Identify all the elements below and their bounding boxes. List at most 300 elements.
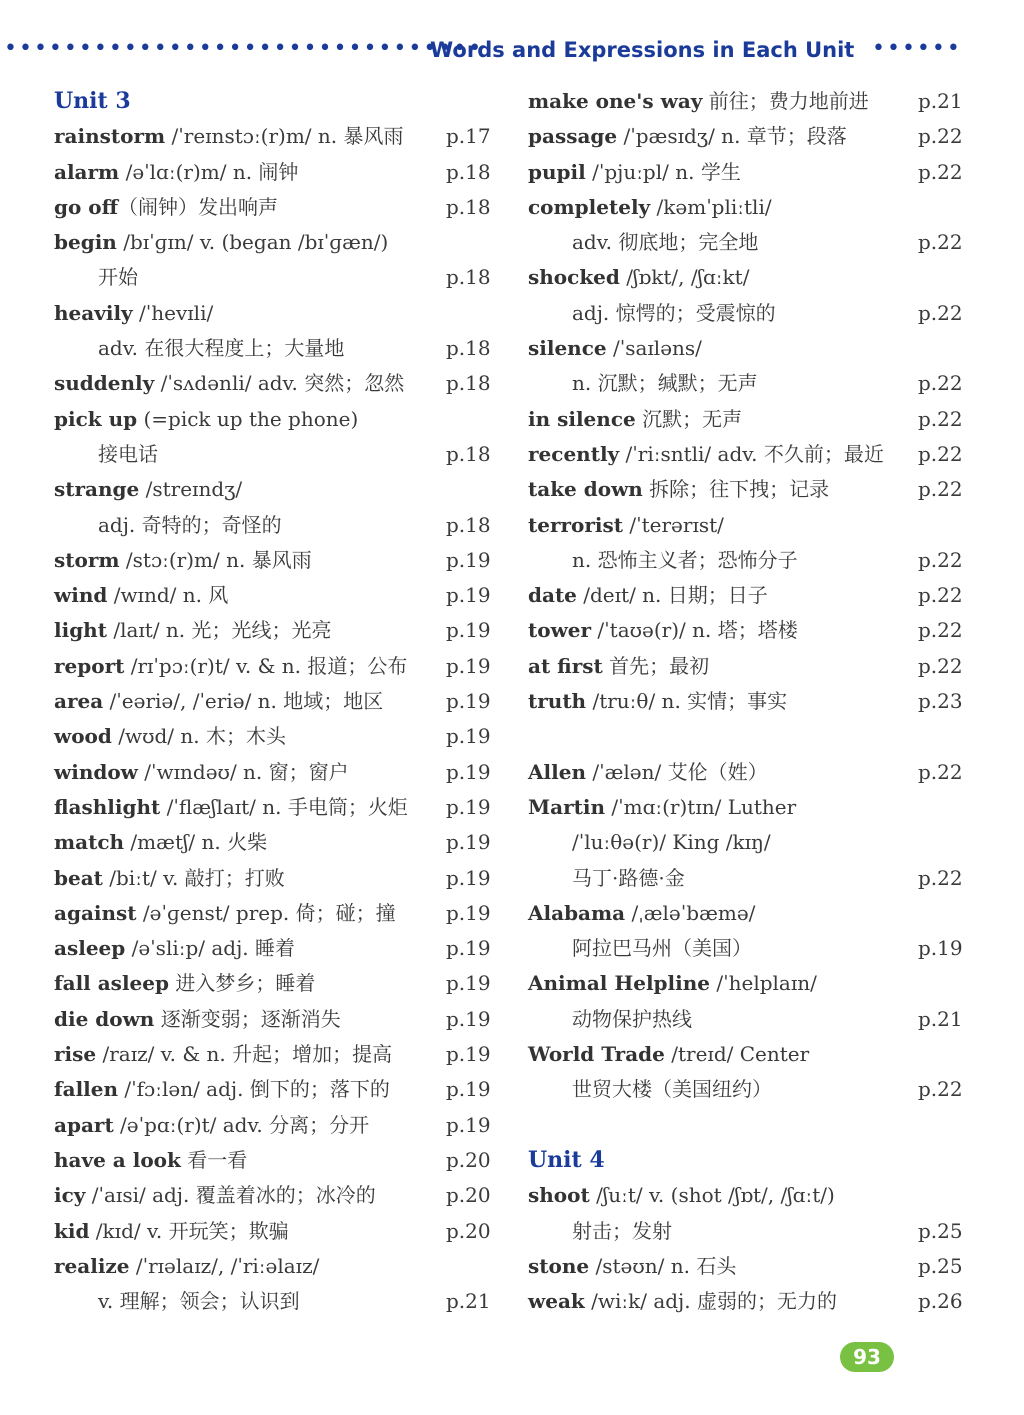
entry-definition: /ʃuːt/ v. (shot /ʃɒt/, /ʃɑːt/) <box>589 1183 835 1208</box>
vocab-entry <box>54 1037 500 1072</box>
vocab-entry <box>528 84 972 119</box>
entry-text <box>528 260 749 295</box>
entry-definition: adv. 在很大程度上；大量地 <box>98 336 345 361</box>
entry-text <box>54 366 404 401</box>
page-reference: p.19 <box>446 1112 491 1137</box>
headword: Animal Helpline <box>528 971 711 996</box>
vocab-entry <box>528 613 972 648</box>
headword: icy <box>54 1183 86 1208</box>
unit-title: Unit 4 <box>528 1146 605 1173</box>
entry-text <box>54 155 298 190</box>
vocab-entry-continuation <box>528 543 972 578</box>
page-reference: p.18 <box>446 441 491 466</box>
headword: flashlight <box>54 794 161 819</box>
entry-definition: /mætʃ/ n. 火柴 <box>124 830 268 855</box>
entry-definition: /laɪt/ n. 光；光线；光亮 <box>106 618 332 643</box>
entry-text <box>528 649 709 684</box>
page-reference: p.19 <box>446 759 491 784</box>
vocab-entry <box>54 1002 500 1037</box>
headword: window <box>54 759 138 784</box>
vocab-entry <box>528 508 972 543</box>
entry-definition: /ˈreɪnstɔː(r)m/ n. 暴风雨 <box>165 124 404 149</box>
entry-text <box>528 966 817 1001</box>
page-reference: p.21 <box>918 1006 963 1031</box>
entry-text <box>528 155 741 190</box>
entry-text <box>98 331 344 366</box>
vocab-entry-continuation <box>528 1072 972 1107</box>
headword: shoot <box>528 1183 590 1208</box>
entry-definition: /kəmˈpliːtli/ <box>650 194 772 219</box>
headword: truth <box>528 689 587 714</box>
entry-definition: /ˈælən/ 艾伦（姓） <box>585 759 768 784</box>
entry-text <box>54 402 358 437</box>
entry-text <box>528 84 869 119</box>
page-reference: p.20 <box>446 1147 491 1172</box>
page-reference: p.23 <box>918 689 963 714</box>
vocab-entry <box>528 260 972 295</box>
page-reference: p.19 <box>446 618 491 643</box>
page-reference: p.18 <box>446 265 491 290</box>
vocab-entry <box>528 684 972 719</box>
headword: passage <box>528 124 618 149</box>
page-reference: p.19 <box>446 900 491 925</box>
page-reference: p.17 <box>446 124 491 149</box>
entry-definition: /ˈsʌdənli/ adv. 突然；忽然 <box>154 371 405 396</box>
vocab-entry <box>54 1108 500 1143</box>
headword: rise <box>54 1042 97 1067</box>
entry-text <box>528 437 884 472</box>
entry-text <box>54 649 407 684</box>
headword: rainstorm <box>54 124 166 149</box>
page-reference: p.19 <box>918 936 963 961</box>
entry-text <box>572 1002 692 1037</box>
entry-definition: 世贸大楼（美国纽约） <box>572 1077 772 1102</box>
page-reference: p.19 <box>446 865 491 890</box>
headword: terrorist <box>528 512 624 537</box>
entry-definition: /ˈeəriə/, /ˈeriə/ n. 地域；地区 <box>103 689 384 714</box>
entry-text <box>54 1037 392 1072</box>
vocab-entry <box>54 402 500 437</box>
headword: die down <box>54 1006 155 1031</box>
headword: fallen <box>54 1077 119 1102</box>
entry-text <box>528 1249 736 1284</box>
entry-definition: 沉默；无声 <box>635 406 743 431</box>
entry-definition: 阿拉巴马州（美国） <box>572 936 752 961</box>
headword: Martin <box>528 794 606 819</box>
entry-text <box>572 543 798 578</box>
vocab-entry <box>54 1249 500 1284</box>
vocab-entry-continuation <box>54 260 500 295</box>
entry-definition: /ˈriːsntli/ adv. 不久前；最近 <box>619 441 884 466</box>
headword: shocked <box>528 265 620 290</box>
entry-text <box>54 790 408 825</box>
entry-definition: /raɪz/ v. & n. 升起；增加；提高 <box>96 1042 393 1067</box>
page-reference: p.22 <box>918 865 963 890</box>
entry-text <box>528 472 829 507</box>
entry-text <box>54 472 242 507</box>
headword: make one's way <box>528 89 703 113</box>
entry-text <box>528 790 796 825</box>
page-reference: p.19 <box>446 830 491 855</box>
entry-definition: v. 理解；领会；认识到 <box>98 1289 300 1314</box>
entry-definition: 拆除；往下拽；记录 <box>642 477 830 502</box>
entry-text <box>54 1249 319 1284</box>
vocab-entry-continuation <box>54 331 500 366</box>
entry-text <box>528 1284 837 1319</box>
entry-text <box>98 1284 300 1319</box>
page-reference: p.22 <box>918 477 963 502</box>
unit-heading <box>528 1143 972 1178</box>
vocab-entry-continuation <box>528 1002 972 1037</box>
entry-text <box>572 225 758 260</box>
entry-text <box>54 543 312 578</box>
entry-definition: adv. 彻底地；完全地 <box>572 230 759 255</box>
entry-text <box>54 719 286 754</box>
entry-definition: （闹钟）发出响声 <box>118 194 279 219</box>
headword: have a look <box>54 1147 181 1172</box>
page-reference: p.19 <box>446 1077 491 1102</box>
entry-definition: (=pick up the phone) <box>137 406 359 431</box>
entry-definition: /ˈluːθə(r)/ King /kɪŋ/ <box>572 830 771 855</box>
page-reference: p.22 <box>918 759 963 784</box>
vocab-entry <box>528 1249 972 1284</box>
entry-definition: 逐渐变弱；逐渐消失 <box>154 1006 341 1031</box>
entry-definition: 开始 <box>98 265 138 290</box>
entry-definition: /ˈflæʃlaɪt/ n. 手电筒；火炬 <box>160 794 408 819</box>
entry-definition: 射击；发射 <box>572 1218 672 1243</box>
vocab-entry <box>54 225 500 260</box>
vocab-entry <box>54 472 500 507</box>
unit-heading <box>54 84 500 119</box>
headword: realize <box>54 1253 130 1278</box>
vocab-entry <box>528 649 972 684</box>
entry-text <box>54 896 396 931</box>
vocab-entry-continuation <box>54 437 500 472</box>
page-reference: p.18 <box>446 512 491 537</box>
entry-definition: /ˈaɪsi/ adj. 覆盖着冰的；冰冷的 <box>85 1183 376 1208</box>
vocab-entry <box>54 896 500 931</box>
page-reference: p.19 <box>446 794 491 819</box>
entry-text <box>54 1072 390 1107</box>
entry-text <box>54 1178 376 1213</box>
entry-definition: /streɪndʒ/ <box>139 477 243 502</box>
vocab-entry <box>528 331 972 366</box>
entry-text <box>528 190 772 225</box>
vocab-entry <box>54 190 500 225</box>
entry-definition: /əˈpɑː(r)t/ adv. 分离；分开 <box>113 1112 370 1137</box>
entry-text <box>572 1072 772 1107</box>
entry-text <box>54 578 228 613</box>
entry-definition: /əˈɡenst/ prep. 倚；碰；撞 <box>136 900 396 925</box>
page-header <box>0 34 1024 68</box>
headword: stone <box>528 1253 590 1278</box>
vocab-entry <box>54 825 500 860</box>
vocab-entry <box>54 649 500 684</box>
page-reference: p.21 <box>918 89 963 113</box>
page-reference: p.21 <box>446 1289 491 1314</box>
entry-definition: /ˈpæsɪdʒ/ n. 章节；段落 <box>617 124 847 149</box>
page-reference: p.26 <box>918 1289 963 1314</box>
entry-text <box>54 1214 289 1249</box>
page-reference: p.25 <box>918 1253 963 1278</box>
entry-definition: /ˌæləˈbæmə/ <box>625 900 756 925</box>
vocab-entry <box>528 896 972 931</box>
header-dots-right: •••••• <box>872 36 962 61</box>
page-reference: p.22 <box>918 230 963 255</box>
headword: storm <box>54 547 120 572</box>
vocab-entry <box>54 931 500 966</box>
vocab-entry <box>528 1178 972 1213</box>
entry-definition: /əˈsliːp/ adj. 睡着 <box>125 936 296 961</box>
entry-text <box>572 825 771 860</box>
page-reference: p.22 <box>918 124 963 149</box>
entry-definition: /ˈwɪndəʊ/ n. 窗；窗户 <box>137 759 349 784</box>
vocab-entry-continuation <box>528 931 972 966</box>
entry-definition: /ˈrɪəlaɪz/, /ˈriːəlaɪz/ <box>129 1253 320 1278</box>
vocab-entry <box>528 790 972 825</box>
entry-definition: /truːθ/ n. 实情；事实 <box>586 689 788 714</box>
vocab-entry <box>54 1214 500 1249</box>
headword: tower <box>528 618 592 643</box>
headword: pick up <box>54 406 138 431</box>
entry-definition: /deɪt/ n. 日期；日子 <box>576 583 768 608</box>
entry-definition: /treɪd/ Center <box>664 1042 810 1067</box>
headword: Allen <box>528 759 586 784</box>
page-reference: p.19 <box>446 689 491 714</box>
headword: silence <box>528 336 607 361</box>
headword: pupil <box>528 159 586 184</box>
headword: light <box>54 618 107 643</box>
entry-definition: 前往；费力地前进 <box>702 89 869 113</box>
page-reference: p.22 <box>918 159 963 184</box>
entry-text <box>54 296 213 331</box>
headword: against <box>54 900 137 925</box>
entry-text <box>528 896 755 931</box>
page-reference: p.19 <box>446 1006 491 1031</box>
entry-text <box>572 861 685 896</box>
entry-text <box>528 755 768 790</box>
vocab-column-left <box>54 84 500 1319</box>
headword: wind <box>54 583 108 608</box>
vocab-entry-continuation <box>528 225 972 260</box>
page-reference: p.20 <box>446 1218 491 1243</box>
entry-definition: /əˈlɑː(r)m/ n. 闹钟 <box>119 159 299 184</box>
entry-definition: adj. 惊愕的；受震惊的 <box>572 300 776 325</box>
headword: beat <box>54 865 103 890</box>
page-reference: p.22 <box>918 441 963 466</box>
page-reference: p.19 <box>446 936 491 961</box>
headword: area <box>54 689 104 714</box>
vocab-entry-continuation <box>54 508 500 543</box>
entry-text <box>98 508 282 543</box>
page-reference: p.25 <box>918 1218 963 1243</box>
entry-definition: 马丁·路德·金 <box>572 865 685 890</box>
vocab-entry-continuation <box>528 825 972 860</box>
entry-text <box>572 1214 672 1249</box>
headword: World Trade <box>528 1042 665 1067</box>
vocab-column-right <box>528 84 972 1319</box>
entry-definition: /ˈmɑː(r)tɪn/ Luther <box>605 794 797 819</box>
entry-text <box>54 1002 341 1037</box>
vocab-entry <box>54 684 500 719</box>
entry-definition: 动物保护热线 <box>572 1006 692 1031</box>
entry-definition: /rɪˈpɔː(r)t/ v. & n. 报道；公布 <box>124 653 408 678</box>
page-reference: p.22 <box>918 371 963 396</box>
headword: heavily <box>54 300 133 325</box>
page-reference: p.22 <box>918 618 963 643</box>
vocab-entry <box>54 861 500 896</box>
vocab-entry <box>54 543 500 578</box>
headword: begin <box>54 230 117 255</box>
page-reference: p.22 <box>918 653 963 678</box>
vocab-entry-continuation <box>528 861 972 896</box>
headword: in silence <box>528 406 636 431</box>
vocab-entry-continuation <box>528 366 972 401</box>
entry-definition: /stəʊn/ n. 石头 <box>589 1253 737 1278</box>
page-reference: p.20 <box>446 1183 491 1208</box>
headword: take down <box>528 477 643 502</box>
unit-title: Unit 3 <box>54 88 131 114</box>
entry-definition: 首先；最初 <box>602 653 710 678</box>
vocab-entry <box>54 578 500 613</box>
entry-text <box>528 331 702 366</box>
vocab-entry <box>528 755 972 790</box>
vocab-entry <box>528 190 972 225</box>
headword: suddenly <box>54 371 155 396</box>
entry-definition: /ˈtaʊə(r)/ n. 塔；塔楼 <box>591 618 798 643</box>
header-dots-left: •••••••••••••••••••••••••••••••• <box>4 36 484 61</box>
page-reference: p.22 <box>918 583 963 608</box>
entry-definition: 看一看 <box>180 1147 248 1172</box>
headword: at first <box>528 653 603 678</box>
entry-definition: /ˈhevɪli/ <box>132 300 214 325</box>
vocab-entry <box>528 578 972 613</box>
page-reference: p.19 <box>446 583 491 608</box>
headword: asleep <box>54 936 126 961</box>
headword: alarm <box>54 159 120 184</box>
entry-text <box>54 966 315 1001</box>
headword: weak <box>528 1289 585 1314</box>
vocab-entry <box>528 1037 972 1072</box>
entry-text <box>54 861 285 896</box>
page-reference: p.22 <box>918 300 963 325</box>
page-reference: p.19 <box>446 653 491 678</box>
entry-definition: n. 沉默；缄默；无声 <box>572 371 758 396</box>
entry-definition: /stɔː(r)m/ n. 暴风雨 <box>119 547 312 572</box>
page-reference: p.19 <box>446 547 491 572</box>
entry-text <box>528 613 798 648</box>
vocab-entry <box>54 119 500 154</box>
vocab-entry-continuation <box>528 296 972 331</box>
headword: fall asleep <box>54 971 169 996</box>
entry-text <box>528 402 742 437</box>
headword: go off <box>54 194 119 219</box>
header-title: Words and Expressions in Each Unit <box>430 38 855 62</box>
entry-definition: /biːt/ v. 敲打；打败 <box>102 865 285 890</box>
headword: kid <box>54 1218 90 1243</box>
entry-text <box>54 613 332 648</box>
vocab-entry <box>54 366 500 401</box>
entry-text <box>572 296 776 331</box>
entry-definition: /bɪˈɡɪn/ v. (began /bɪˈɡæn/) <box>116 230 389 255</box>
vocab-entry <box>528 472 972 507</box>
entry-definition: /wʊd/ n. 木；木头 <box>111 724 287 749</box>
headword: apart <box>54 1112 114 1137</box>
vocab-entry <box>528 119 972 154</box>
entry-text <box>54 225 388 260</box>
page-reference: p.22 <box>918 547 963 572</box>
headword: recently <box>528 441 620 466</box>
entry-definition: /ˈpjuːpl/ n. 学生 <box>585 159 741 184</box>
entry-definition: 接电话 <box>98 441 158 466</box>
page-reference: p.19 <box>446 724 491 749</box>
blank-row <box>528 1108 972 1143</box>
headword: Alabama <box>528 900 626 925</box>
entry-text <box>98 260 138 295</box>
vocab-entry <box>54 1143 500 1178</box>
page-reference: p.22 <box>918 1077 963 1102</box>
vocab-entry <box>54 1072 500 1107</box>
entry-text <box>98 437 158 472</box>
page-reference: p.22 <box>918 406 963 431</box>
vocab-entry <box>54 755 500 790</box>
vocab-entry <box>528 966 972 1001</box>
vocab-entry-continuation <box>54 1284 500 1319</box>
entry-definition: /ˈhelplaɪn/ <box>710 971 817 996</box>
headword: report <box>54 653 125 678</box>
entry-definition: /ˈterərɪst/ <box>623 512 724 537</box>
vocab-entry <box>54 296 500 331</box>
entry-text <box>572 366 758 401</box>
entry-text <box>54 190 278 225</box>
vocab-entry <box>54 966 500 1001</box>
headword: strange <box>54 477 140 502</box>
entry-text <box>528 1178 835 1213</box>
entry-text <box>54 931 295 966</box>
entry-text <box>54 1108 369 1143</box>
vocab-entry <box>54 155 500 190</box>
entry-text <box>528 684 787 719</box>
headword: wood <box>54 724 112 749</box>
blank-row <box>528 719 972 754</box>
page-reference: p.18 <box>446 159 491 184</box>
entry-definition: /ˈsaɪləns/ <box>606 336 702 361</box>
entry-text <box>572 931 752 966</box>
page-reference: p.18 <box>446 371 491 396</box>
vocab-entry <box>528 155 972 190</box>
page-reference: p.18 <box>446 194 491 219</box>
entry-definition: 进入梦乡；睡着 <box>168 971 316 996</box>
headword: date <box>528 583 577 608</box>
entry-definition: /wɪnd/ n. 风 <box>107 583 229 608</box>
headword: match <box>54 830 125 855</box>
entry-text <box>54 1143 247 1178</box>
page-reference: p.19 <box>446 1042 491 1067</box>
page-reference: p.19 <box>446 971 491 996</box>
headword: completely <box>528 194 651 219</box>
entry-definition: adj. 奇特的；奇怪的 <box>98 512 282 537</box>
vocab-entry <box>54 719 500 754</box>
vocab-entry <box>528 437 972 472</box>
page-number-badge: 93 <box>840 1342 894 1372</box>
entry-text <box>528 578 768 613</box>
entry-text <box>54 119 404 154</box>
vocab-entry <box>528 402 972 437</box>
vocab-entry <box>54 1178 500 1213</box>
entry-definition: n. 恐怖主义者；恐怖分子 <box>572 547 798 572</box>
entry-text <box>54 755 349 790</box>
entry-text <box>528 1037 809 1072</box>
